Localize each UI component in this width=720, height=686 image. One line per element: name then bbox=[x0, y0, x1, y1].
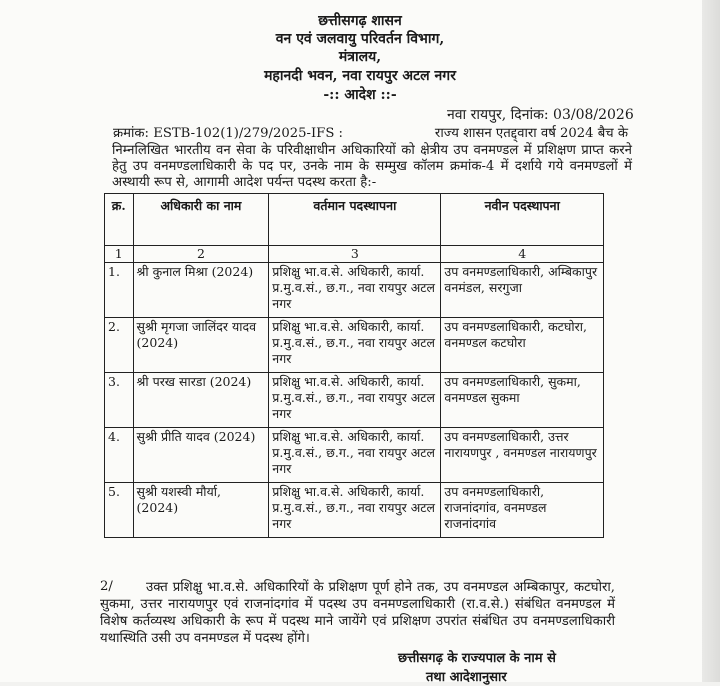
cell-new-posting: उप वनमण्डलाधिकारी, कटघोरा, वनमण्डल कटघोरा bbox=[441, 318, 604, 373]
cell-new-posting: उप वनमण्डलाधिकारी, राजनांदगांव, वनमण्डल राजनांदगांव bbox=[441, 483, 604, 538]
col-number: 3 bbox=[269, 246, 441, 263]
header-department: वन एवं जलवायु परिवर्तन विभाग, bbox=[275, 31, 445, 47]
table-column-number-row bbox=[105, 246, 604, 263]
col-header-current-posting: वर्तमान पदस्थापना bbox=[269, 194, 441, 246]
cell-sn: 4. bbox=[105, 428, 134, 483]
table-header-row bbox=[105, 194, 604, 246]
para2-number: 2/ bbox=[100, 579, 113, 594]
cell-officer-name: श्री कुनाल मिश्रा (2024) bbox=[133, 263, 269, 318]
cell-officer-name: सुश्री यशस्वी मौर्या, (2024) bbox=[133, 483, 269, 538]
header-ministry: मंत्रालय, bbox=[338, 49, 382, 65]
cell-new-posting: उप वनमण्डलाधिकारी, उत्तर नारायणपुर , वनमण्डल नारायणपुर bbox=[441, 428, 604, 483]
cell-current-posting: प्रशिक्षु भा.व.से. अधिकारी, कार्या. प्र.मु.व.सं., छ.ग., नवा रायपुर अटल नगर bbox=[269, 373, 441, 428]
cell-officer-name: सुश्री मृगजा जालिंदर यादव (2024) bbox=[133, 318, 269, 373]
col-number: 4 bbox=[441, 246, 604, 263]
cell-officer-name: सुश्री प्रीति यादव (2024) bbox=[133, 428, 269, 483]
header-order-title: -:: आदेश ::- bbox=[323, 87, 397, 103]
signature-line-2: तथा आदेशानुसार bbox=[426, 670, 507, 685]
table-row bbox=[105, 373, 604, 428]
header-government: छत्तीसगढ़ शासन bbox=[318, 13, 402, 29]
cell-new-posting: उप वनमण्डलाधिकारी, अम्बिकापुर वनमंडल, सरगुजा bbox=[441, 263, 604, 318]
cell-sn: 1. bbox=[105, 263, 134, 318]
para2-text: उक्त प्रशिक्षु भा.व.से. अधिकारियों के प्रशिक्षण पूर्ण होने तक, उप वनमण्डल अम्बिकापुर, कटघोरा, सुकमा, उत्तर नारायणपुर एवं राजनांदगांव में पदस्थ उप वनमण्डलाधिकारी (रा.व.से.) संबंधित वनमण्डल में विशेष कर्तव्यस्थ अधिकारी के रूप में पदस्थ माने जायेंगे एवं प्रशिक्षण उपरांत संबंधित उप वनमण्डलाधिकारी यथास्थिति उसी उप वनमण्डल में पदस्थ होंगे। bbox=[100, 580, 615, 646]
header-address: महानदी भवन, नवा रायपुर अटल नगर bbox=[264, 68, 456, 84]
col-header-name: अधिकारी का नाम bbox=[133, 194, 269, 246]
cell-current-posting: प्रशिक्षु भा.व.से. अधिकारी, कार्या. प्र.मु.व.सं., छ.ग., नवा रायपुर अटल नगर bbox=[269, 318, 441, 373]
cell-sn: 3. bbox=[105, 373, 134, 428]
date-line: नवा रायपुर, दिनांक: 03/08/2026 bbox=[447, 107, 634, 123]
col-number: 2 bbox=[133, 246, 269, 263]
order-intro-text: निम्नलिखित भारतीय वन सेवा के परिवीक्षाधीन अधिकारियों को क्षेत्रीय उप वनमण्डल में प्रशिक्षण प्राप्त करने हेतु उप वनमण्डलाधिकारी के पद पर, उनके नाम के सम्मुख कॉलम क्रमांक-4 में दर्शाये गये वनमण्डलों में अस्थायी रूप से, आगामी आदेश पर्यन्त पदस्थ करता है:- bbox=[112, 143, 632, 190]
col-number: 1 bbox=[105, 246, 134, 263]
cell-sn: 5. bbox=[105, 483, 134, 538]
col-header-sn: क्र. bbox=[105, 194, 134, 246]
table-row bbox=[105, 483, 604, 538]
col-header-new-posting: नवीन पदस्थापना bbox=[441, 194, 604, 246]
cell-current-posting: प्रशिक्षु भा.व.से. अधिकारी, कार्या. प्र.मु.व.सं., छ.ग., नवा रायपुर अटल नगर bbox=[269, 428, 441, 483]
order-intro-first: राज्य शासन एतद्द्वारा वर्ष 2024 बैच के bbox=[434, 126, 628, 141]
cell-new-posting: उप वनमण्डलाधिकारी, सुकमा, वनमण्डल सुकमा bbox=[441, 373, 604, 428]
table-row bbox=[105, 428, 604, 483]
cell-sn: 2. bbox=[105, 318, 134, 373]
posting-table bbox=[104, 193, 604, 538]
table-row bbox=[105, 263, 604, 318]
signature-line-1: छत्तीसगढ़ के राज्यपाल के नाम से bbox=[398, 651, 556, 666]
cell-current-posting: प्रशिक्षु भा.व.से. अधिकारी, कार्या. प्र.मु.व.सं., छ.ग., नवा रायपुर अटल नगर bbox=[269, 263, 441, 318]
cell-current-posting: प्रशिक्षु भा.व.से. अधिकारी, कार्या. प्र.मु.व.सं., छ.ग., नवा रायपुर अटल नगर bbox=[269, 483, 441, 538]
cell-officer-name: श्री परख सारडा (2024) bbox=[133, 373, 269, 428]
table-row bbox=[105, 318, 604, 373]
page-edge-shadow bbox=[702, 0, 720, 682]
order-number: क्रमांक: ESTB-102(1)/279/2025-IFS : bbox=[113, 126, 343, 141]
